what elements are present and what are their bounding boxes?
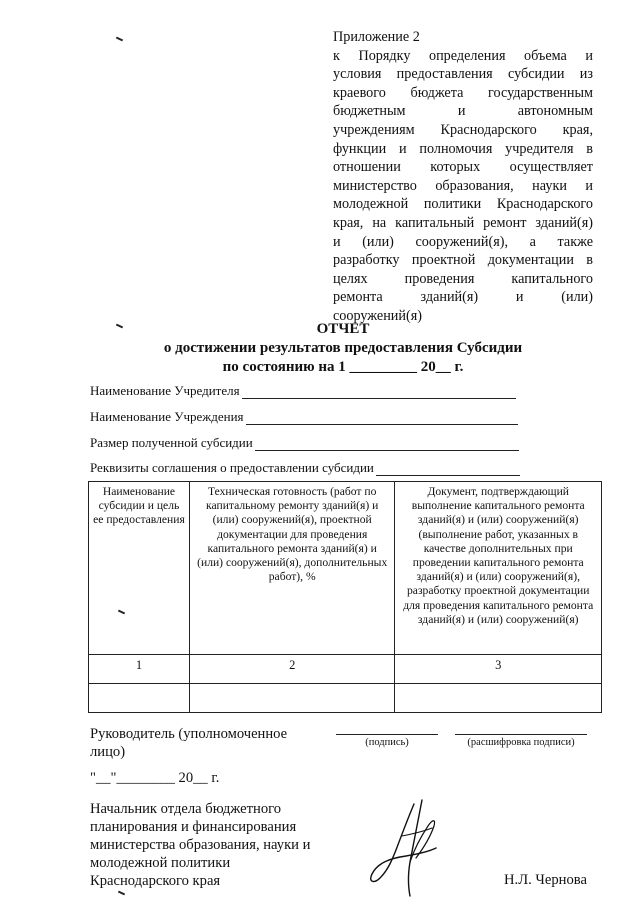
field-subsidy-size [90,435,519,451]
scan-speck [116,37,123,42]
table-header-cell: Наименование субсидии и цель ее предоставления [89,482,190,655]
scan-speck [118,891,125,896]
appendix-line: условия предоставления субсидии из [333,66,593,83]
appendix-line: и (или) сооружений(я), а также [333,233,593,250]
signature-line [336,734,438,735]
report-date-line: по состоянию на 1 _________ 20__ г. [222,359,464,375]
appendix-line: разработку проектной документации в [333,252,593,269]
report-table [88,481,602,713]
date-line: "__"________ 20__ г. [90,770,220,786]
fill-line [255,438,519,451]
report-title: ОТЧЕТ [316,321,370,337]
head-label: Руководитель (уполномоченное лицо) [90,726,288,760]
field-institution [90,409,518,425]
signature-caption: (подпись) [365,737,409,748]
appendix-title: Приложение 2 [333,29,420,45]
appendix-line: министерство образования, науки и [333,177,593,194]
decode-caption: (расшифровка подписи) [467,737,575,748]
field-label: Реквизиты соглашения о предоставлении субсидии [90,460,374,475]
appendix-block [333,28,593,326]
appendix-line: бюджетным и автономным [333,103,593,120]
appendix-line: функции и полномочия учредителя в [333,140,593,157]
appendix-line: к Порядку определения объема и [333,47,593,64]
table-cell: 2 [189,655,395,684]
table-header-cell: Документ, подтверждающий выполнение капитального ремонта зданий(я) и (или) сооружений(я) (выполнение работ, указанных в качестве дополнительных при проведении капитального ремонта зданий(я) и (или) сооружений(я), разработку проектной документации для проведения капитального ремонта зданий(я) и (или) сооружений(я) [395,482,602,655]
field-label: Размер полученной субсидии [90,435,253,450]
table-cell [395,684,602,713]
handwritten-signature [362,796,458,900]
appendix-line: ремонта зданий(я) и (или) [333,289,593,306]
appendix-line: учреждениям Краснодарского края, [333,121,593,138]
fill-line [242,386,516,399]
decode-line [455,734,587,735]
table-cell [89,684,190,713]
report-subtitle: о достижении результатов предоставления Субсидии [163,340,523,356]
field-agreement [90,460,520,476]
table-row [89,684,602,713]
field-founder [90,383,516,399]
table-header-cell: Техническая готовность (работ по капитальному ремонту зданий(я) и (или) сооружений(я), проектной документации для проведения капитального ремонта зданий(я) и (или) сооружений(я), дополнительных работ), % [189,482,395,655]
appendix-line: молодежной политики Краснодарского [333,196,593,213]
table-cell: 1 [89,655,190,684]
table-header-row [89,482,602,655]
appendix-line: целях проведения капитального [333,270,593,287]
field-label: Наименование Учреждения [90,409,244,424]
field-label: Наименование Учредителя [90,383,240,398]
official-name: Н.Л. Чернова [504,872,587,888]
table-cell [189,684,395,713]
appendix-line: края, на капитальный ремонт зданий(я) [333,214,593,231]
fill-line [246,412,518,425]
table-cell: 3 [395,655,602,684]
appendix-line: отношении которых осуществляет [333,159,593,176]
table-number-row [89,655,602,684]
appendix-line: краевого бюджета государственным [333,84,593,101]
appendix-line: сооружений(я) [333,307,422,324]
fill-line [376,463,520,476]
official-position: Начальник отдела бюджетного планирования и финансирования министерства образования, науки и молодежной политики Краснодарского края [90,801,311,889]
